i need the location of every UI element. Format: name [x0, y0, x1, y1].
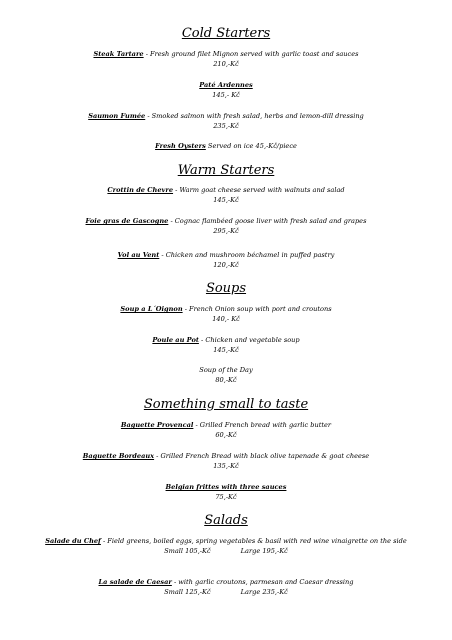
- section-title-salads: Salads: [204, 513, 248, 528]
- menu-item-fresh-oysters: Fresh Oysters Served on ice 45,-Kč/piece: [155, 142, 297, 150]
- menu-item-salade-de-caesar: La salade de Caesar - with garlic croutons, parmesan and Caesar dressing: [98, 578, 354, 586]
- prices-salade-du-chef: [0, 547, 452, 557]
- section-title-something-small: Something small to taste: [143, 397, 309, 412]
- price-crottin-de-chevre: 145,-Kč: [213, 196, 239, 204]
- menu-item-saumon-fumee: Saumon Fumée - Smoked salmon with fresh salad, herbs and lemon-dill dressing: [88, 112, 364, 120]
- section-title-warm-starters: Warm Starters: [177, 163, 275, 178]
- menu-item-soup-of-the-day: Soup of the Day: [199, 366, 253, 374]
- menu-item-soup-a-loignon: Soup a L´Oignon - French Onion soup with port and croutons: [120, 305, 332, 313]
- menu-item-salade-du-chef: Salade du Chef - Field greens, boiled eggs, spring vegetables & basil with red wine vinaigrette on the side: [45, 537, 407, 545]
- price-saumon-fumee: 235,-Kč: [213, 122, 239, 130]
- price-steak-tartare: 210,-Kč: [213, 60, 239, 68]
- price-baguette-bordeaux: 135,-Kč: [213, 462, 239, 470]
- menu-item-crottin-de-chevre: Crottin de Chevre - Warm goat cheese served with walnuts and salad: [107, 186, 345, 194]
- price-soup-of-the-day: 80,-Kč: [215, 376, 237, 384]
- price-vol-au-vent: 120,-Kč: [213, 261, 239, 269]
- menu-item-baguette-bordeaux: Baguette Bordeaux - Grilled French Bread with black olive tapenade & goat cheese: [82, 452, 370, 460]
- price-pate-ardennes: 145,- Kč: [212, 91, 240, 99]
- price-poule-au-pot: 145,-Kč: [213, 346, 239, 354]
- price-foie-gras: 295,-Kč: [213, 227, 239, 235]
- section-title-soups: Soups: [205, 281, 247, 296]
- price-large: Large 195,-Kč: [240, 547, 288, 555]
- menu-item-steak-tartare: Steak Tartare - Fresh ground filet Mignon served with garlic toast and sauces: [93, 50, 359, 58]
- price-soup-a-loignon: 140,- Kč: [212, 315, 240, 323]
- price-baguette-provencal: 60,-Kč: [215, 431, 237, 439]
- price-small: Small 105,-Kč: [164, 547, 211, 555]
- price-small: Small 125,-Kč: [164, 588, 211, 596]
- price-large: Large 235,-Kč: [240, 588, 288, 596]
- menu-item-poule-au-pot: Poule au Pot - Chicken and vegetable soup: [152, 336, 300, 344]
- menu-item-pate-ardennes: Paté Ardennes: [199, 81, 253, 89]
- menu-item-foie-gras: Foie gras de Gascogne - Cognac flambéed goose liver with fresh salad and grapes: [85, 217, 367, 225]
- price-belgian-frittes: 75,-Kč: [215, 493, 237, 501]
- menu-item-belgian-frittes: Belgian frittes with three sauces: [165, 483, 287, 491]
- menu-item-vol-au-vent: Vol au Vent - Chicken and mushroom béchamel in puffed pastry: [117, 251, 335, 259]
- section-title-cold-starters: Cold Starters: [181, 26, 271, 41]
- menu-item-baguette-provencal: Baguette Provencal - Grilled French bread with garlic butter: [120, 421, 332, 429]
- prices-salade-de-caesar: [0, 588, 452, 598]
